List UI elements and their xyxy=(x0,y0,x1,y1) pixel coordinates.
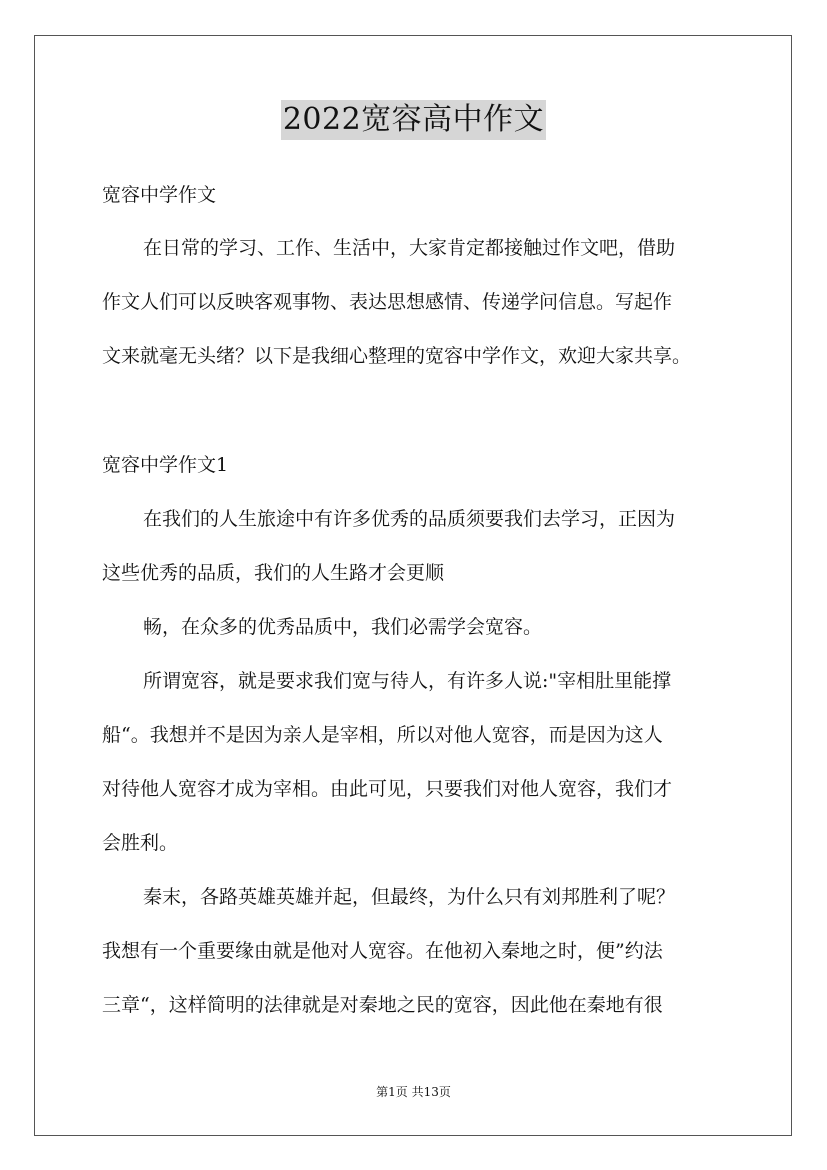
paragraph-line: 畅，在众多的优秀品质中，我们必需学会宽容。 xyxy=(143,616,543,638)
paragraph-line: 文来就毫无头绪？以下是我细心整理的宽容中学作文，欢迎大家共享。 xyxy=(102,345,692,367)
paragraph-line: 船“。我想并不是因为亲人是宰相，所以对他人宽容，而是因为这人 xyxy=(102,724,663,746)
paragraph-line: 秦末，各路英雄英雄并起，但最终，为什么只有刘邦胜利了呢？ xyxy=(143,886,676,908)
title-container xyxy=(0,100,827,140)
paragraph-line: 作文人们可以反映客观事物、表达思想感情、传递学问信息。写起作 xyxy=(102,291,673,313)
paragraph-line: 所谓宽容，就是要求我们宽与待人，有许多人说:"宰相肚里能撑 xyxy=(143,670,672,692)
paragraph-line: 会胜利。 xyxy=(102,832,179,854)
paragraph-line: 这些优秀的品质，我们的人生路才会更顺 xyxy=(102,562,445,584)
section-heading-essay-1: 宽容中学作文1 xyxy=(102,454,229,476)
section-heading-intro: 宽容中学作文 xyxy=(102,184,217,206)
paragraph-line: 对待他人宽容才成为宰相。由此可见，只要我们对他人宽容，我们才 xyxy=(102,778,673,800)
document-title: 2022宽容高中作文 xyxy=(281,100,546,140)
paragraph-line: 在我们的人生旅途中有许多优秀的品质须要我们去学习，正因为 xyxy=(143,508,676,530)
paragraph-line: 我想有一个重要缘由就是他对人宽容。在他初入秦地之时，便”约法 xyxy=(102,940,663,962)
paragraph-line: 三章“，这样简明的法律就是对秦地之民的宽容，因此他在秦地有很 xyxy=(102,994,663,1016)
paragraph-line: 在日常的学习、工作、生活中，大家肯定都接触过作文吧，借助 xyxy=(143,237,676,259)
page-footer: 第1页 共13页 xyxy=(376,1085,451,1099)
